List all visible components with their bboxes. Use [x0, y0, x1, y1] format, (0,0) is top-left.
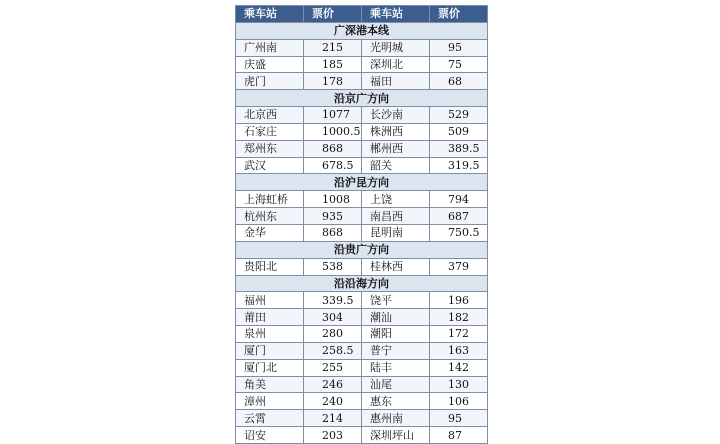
price-cell: 319.5 — [430, 157, 488, 174]
section-title: 沿京广方向 — [236, 90, 488, 107]
table-row — [236, 326, 488, 343]
price-cell: 1008 — [304, 191, 362, 208]
table-row — [236, 39, 488, 56]
header-station-1: 乘车站 — [236, 6, 304, 23]
station-cell: 饶平 — [362, 292, 430, 309]
table-row — [236, 73, 488, 90]
price-cell: 240 — [304, 393, 362, 410]
table-row — [236, 393, 488, 410]
station-cell: 诏安 — [236, 427, 304, 444]
header-station-2: 乘车站 — [362, 6, 430, 23]
price-cell: 214 — [304, 410, 362, 427]
price-cell: 203 — [304, 427, 362, 444]
table-body — [236, 22, 488, 443]
table-row — [236, 157, 488, 174]
station-cell: 昆明南 — [362, 224, 430, 241]
table-row — [236, 191, 488, 208]
price-cell: 389.5 — [430, 140, 488, 157]
station-cell: 桂林西 — [362, 258, 430, 275]
table-row — [236, 56, 488, 73]
station-cell: 郴州西 — [362, 140, 430, 157]
station-cell: 金华 — [236, 224, 304, 241]
table-row — [236, 410, 488, 427]
station-cell: 惠州南 — [362, 410, 430, 427]
price-cell: 185 — [304, 56, 362, 73]
table-row — [236, 258, 488, 275]
price-cell: 87 — [430, 427, 488, 444]
price-cell: 868 — [304, 140, 362, 157]
station-cell: 长沙南 — [362, 107, 430, 124]
table-header-row — [236, 6, 488, 23]
price-cell: 687 — [430, 208, 488, 225]
section-title: 沿贵广方向 — [236, 241, 488, 258]
price-cell: 304 — [304, 309, 362, 326]
price-cell: 678.5 — [304, 157, 362, 174]
price-cell: 509 — [430, 123, 488, 140]
price-cell: 339.5 — [304, 292, 362, 309]
section-header-row — [236, 275, 488, 292]
section-header-row — [236, 174, 488, 191]
station-cell: 贵阳北 — [236, 258, 304, 275]
station-cell: 潮阳 — [362, 326, 430, 343]
price-cell: 246 — [304, 376, 362, 393]
price-cell: 163 — [430, 342, 488, 359]
price-cell: 868 — [304, 224, 362, 241]
ticket-price-table — [235, 5, 488, 444]
table-row — [236, 224, 488, 241]
station-cell: 上饶 — [362, 191, 430, 208]
station-cell: 惠东 — [362, 393, 430, 410]
section-title: 沿沪昆方向 — [236, 174, 488, 191]
section-title: 广深港本线 — [236, 22, 488, 39]
price-cell: 95 — [430, 410, 488, 427]
station-cell: 北京西 — [236, 107, 304, 124]
table-row — [236, 342, 488, 359]
station-cell: 普宁 — [362, 342, 430, 359]
table-row — [236, 359, 488, 376]
station-cell: 武汉 — [236, 157, 304, 174]
table-row — [236, 292, 488, 309]
price-cell: 1077 — [304, 107, 362, 124]
station-cell: 深圳北 — [362, 56, 430, 73]
price-cell: 538 — [304, 258, 362, 275]
station-cell: 深圳坪山 — [362, 427, 430, 444]
table-row — [236, 376, 488, 393]
table-row — [236, 107, 488, 124]
station-cell: 莆田 — [236, 309, 304, 326]
station-cell: 上海虹桥 — [236, 191, 304, 208]
header-price-1: 票价 — [304, 6, 362, 23]
station-cell: 泉州 — [236, 326, 304, 343]
price-cell: 68 — [430, 73, 488, 90]
station-cell: 厦门 — [236, 342, 304, 359]
section-header-row — [236, 22, 488, 39]
station-cell: 厦门北 — [236, 359, 304, 376]
price-cell: 178 — [304, 73, 362, 90]
price-cell: 935 — [304, 208, 362, 225]
station-cell: 陆丰 — [362, 359, 430, 376]
station-cell: 光明城 — [362, 39, 430, 56]
price-cell: 172 — [430, 326, 488, 343]
price-cell: 1000.5 — [304, 123, 362, 140]
price-cell: 258.5 — [304, 342, 362, 359]
station-cell: 株洲西 — [362, 123, 430, 140]
station-cell: 云霄 — [236, 410, 304, 427]
table-row — [236, 208, 488, 225]
station-cell: 潮汕 — [362, 309, 430, 326]
price-cell: 794 — [430, 191, 488, 208]
price-cell: 255 — [304, 359, 362, 376]
station-cell: 广州南 — [236, 39, 304, 56]
price-cell: 529 — [430, 107, 488, 124]
station-cell: 庆盛 — [236, 56, 304, 73]
price-cell: 196 — [430, 292, 488, 309]
price-cell: 280 — [304, 326, 362, 343]
table-row — [236, 309, 488, 326]
table-row — [236, 140, 488, 157]
section-header-row — [236, 241, 488, 258]
station-cell: 漳州 — [236, 393, 304, 410]
price-cell: 95 — [430, 39, 488, 56]
table-row — [236, 123, 488, 140]
price-cell: 182 — [430, 309, 488, 326]
section-header-row — [236, 90, 488, 107]
section-title: 沿沿海方向 — [236, 275, 488, 292]
price-cell: 750.5 — [430, 224, 488, 241]
station-cell: 韶关 — [362, 157, 430, 174]
station-cell: 南昌西 — [362, 208, 430, 225]
station-cell: 石家庄 — [236, 123, 304, 140]
station-cell: 福州 — [236, 292, 304, 309]
station-cell: 福田 — [362, 73, 430, 90]
station-cell: 虎门 — [236, 73, 304, 90]
price-cell: 142 — [430, 359, 488, 376]
price-cell: 215 — [304, 39, 362, 56]
price-cell: 106 — [430, 393, 488, 410]
price-cell: 130 — [430, 376, 488, 393]
price-cell: 379 — [430, 258, 488, 275]
price-cell: 75 — [430, 56, 488, 73]
station-cell: 角美 — [236, 376, 304, 393]
station-cell: 郑州东 — [236, 140, 304, 157]
table-row — [236, 427, 488, 444]
station-cell: 杭州东 — [236, 208, 304, 225]
station-cell: 汕尾 — [362, 376, 430, 393]
header-price-2: 票价 — [430, 6, 488, 23]
